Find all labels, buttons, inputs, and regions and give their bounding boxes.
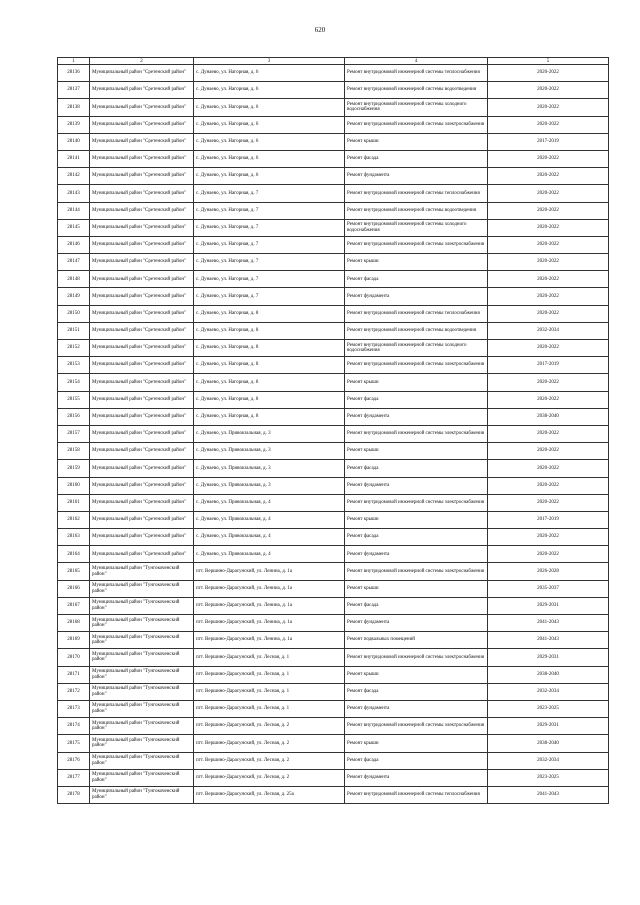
row-number-cell: 28162 bbox=[58, 511, 90, 528]
period-cell: 2020-2022 bbox=[488, 529, 609, 546]
period-cell: 2020-2022 bbox=[488, 116, 609, 133]
column-header-2: 2 bbox=[90, 58, 194, 65]
work-type-cell: Ремонт внутридомовой инженерной системы электроснабжения bbox=[345, 116, 488, 133]
column-header-3: 3 bbox=[194, 58, 345, 65]
table-row bbox=[58, 477, 609, 494]
district-cell: Муниципальный район "Сретенский район" bbox=[90, 116, 194, 133]
row-number-cell: 28178 bbox=[58, 786, 90, 803]
row-number-cell: 28138 bbox=[58, 99, 90, 116]
work-type-cell: Ремонт внутридомовой инженерной системы холодного водоснабжения bbox=[345, 99, 488, 116]
district-cell: Муниципальный район "Сретенский район" bbox=[90, 99, 194, 116]
row-number-cell: 28157 bbox=[58, 425, 90, 442]
row-number-cell: 28149 bbox=[58, 288, 90, 305]
address-cell: с. Дунаево, ул. Нагорная, д. 7 bbox=[194, 219, 345, 236]
district-cell: Муниципальный район "Сретенский район" bbox=[90, 511, 194, 528]
table-row bbox=[58, 460, 609, 477]
table-row bbox=[58, 511, 609, 528]
period-cell: 2020-2022 bbox=[488, 65, 609, 82]
row-number-cell: 28147 bbox=[58, 254, 90, 271]
period-cell: 2032-2034 bbox=[488, 322, 609, 339]
period-cell: 2026-2028 bbox=[488, 563, 609, 580]
district-cell: Муниципальный район "Сретенский район" bbox=[90, 443, 194, 460]
address-cell: пгт. Вершино-Дарасунский, ул. Ленина, д. 1а bbox=[194, 563, 345, 580]
row-number-cell: 28172 bbox=[58, 683, 90, 700]
address-cell: пгт. Вершино-Дарасунский, ул. Лесная, д. 2 bbox=[194, 718, 345, 735]
address-cell: с. Дунаево, ул. Нагорная, д. 7 bbox=[194, 185, 345, 202]
table-row bbox=[58, 666, 609, 683]
work-type-cell: Ремонт внутридомовой инженерной системы электроснабжения bbox=[345, 236, 488, 253]
table-row bbox=[58, 340, 609, 357]
address-cell: пгт. Вершино-Дарасунский, ул. Лесная, д. 2 bbox=[194, 752, 345, 769]
district-cell: Муниципальный район "Тунгокоченский район" bbox=[90, 752, 194, 769]
district-cell: Муниципальный район "Тунгокоченский район" bbox=[90, 769, 194, 786]
work-type-cell: Ремонт фасада bbox=[345, 271, 488, 288]
district-cell: Муниципальный район "Сретенский район" bbox=[90, 82, 194, 99]
address-cell: с. Дунаево, ул. Нагорная, д. 6 bbox=[194, 150, 345, 167]
address-cell: с. Дунаево, ул. Привокзальная, д. 4 bbox=[194, 494, 345, 511]
period-cell: 2041-2043 bbox=[488, 632, 609, 649]
work-type-cell: Ремонт внутридомовой инженерной системы холодного водоснабжения bbox=[345, 219, 488, 236]
district-cell: Муниципальный район "Тунгокоченский район" bbox=[90, 563, 194, 580]
work-type-cell: Ремонт внутридомовой инженерной системы электроснабжения bbox=[345, 649, 488, 666]
address-cell: с. Дунаево, ул. Нагорная, д. 8 bbox=[194, 305, 345, 322]
row-number-cell: 28166 bbox=[58, 580, 90, 597]
table-row bbox=[58, 718, 609, 735]
address-cell: с. Дунаево, ул. Привокзальная, д. 3 bbox=[194, 425, 345, 442]
row-number-cell: 28175 bbox=[58, 735, 90, 752]
row-number-cell: 28160 bbox=[58, 477, 90, 494]
table-row bbox=[58, 65, 609, 82]
address-cell: с. Дунаево, ул. Нагорная, д. 6 bbox=[194, 168, 345, 185]
district-cell: Муниципальный район "Сретенский район" bbox=[90, 546, 194, 563]
district-cell: Муниципальный район "Сретенский район" bbox=[90, 340, 194, 357]
period-cell: 2032-2034 bbox=[488, 752, 609, 769]
work-type-cell: Ремонт внутридомовой инженерной системы водоотведения bbox=[345, 202, 488, 219]
row-number-cell: 28170 bbox=[58, 649, 90, 666]
address-cell: с. Дунаево, ул. Нагорная, д. 8 bbox=[194, 391, 345, 408]
table-row bbox=[58, 425, 609, 442]
row-number-cell: 28136 bbox=[58, 65, 90, 82]
address-cell: с. Дунаево, ул. Привокзальная, д. 4 bbox=[194, 529, 345, 546]
table-row bbox=[58, 563, 609, 580]
table-row bbox=[58, 615, 609, 632]
period-cell: 2020-2022 bbox=[488, 168, 609, 185]
work-type-cell: Ремонт подвальных помещений bbox=[345, 632, 488, 649]
table-row bbox=[58, 786, 609, 803]
table-row bbox=[58, 649, 609, 666]
page-number: 620 bbox=[314, 26, 326, 34]
table-row bbox=[58, 546, 609, 563]
work-type-cell: Ремонт крыши bbox=[345, 133, 488, 150]
table-row bbox=[58, 305, 609, 322]
district-cell: Муниципальный район "Сретенский район" bbox=[90, 357, 194, 374]
district-cell: Муниципальный район "Тунгокоченский район" bbox=[90, 700, 194, 717]
address-cell: с. Дунаево, ул. Нагорная, д. 8 bbox=[194, 408, 345, 425]
address-cell: пгт. Вершино-Дарасунский, ул. Лесная, д. 1 bbox=[194, 666, 345, 683]
table-row bbox=[58, 769, 609, 786]
work-type-cell: Ремонт фундамента bbox=[345, 700, 488, 717]
work-type-cell: Ремонт внутридомовой инженерной системы электроснабжения bbox=[345, 494, 488, 511]
address-cell: с. Дунаево, ул. Нагорная, д. 6 bbox=[194, 116, 345, 133]
table-row bbox=[58, 99, 609, 116]
address-cell: с. Дунаево, ул. Нагорная, д. 6 bbox=[194, 133, 345, 150]
address-cell: пгт. Вершино-Дарасунский, ул. Ленина, д. 1а bbox=[194, 632, 345, 649]
row-number-cell: 28164 bbox=[58, 546, 90, 563]
work-type-cell: Ремонт крыши bbox=[345, 511, 488, 528]
district-cell: Муниципальный район "Тунгокоченский район" bbox=[90, 597, 194, 614]
address-cell: пгт. Вершино-Дарасунский, ул. Лесная, д. 2 bbox=[194, 769, 345, 786]
table-row bbox=[58, 82, 609, 99]
district-cell: Муниципальный район "Тунгокоченский район" bbox=[90, 580, 194, 597]
table-row bbox=[58, 529, 609, 546]
district-cell: Муниципальный район "Сретенский район" bbox=[90, 219, 194, 236]
address-cell: пгт. Вершино-Дарасунский, ул. Лесная, д. 2 bbox=[194, 735, 345, 752]
period-cell: 2017-2019 bbox=[488, 511, 609, 528]
address-cell: с. Дунаево, ул. Привокзальная, д. 3 bbox=[194, 477, 345, 494]
district-cell: Муниципальный район "Сретенский район" bbox=[90, 425, 194, 442]
table-row bbox=[58, 236, 609, 253]
column-header-4: 4 bbox=[345, 58, 488, 65]
work-type-cell: Ремонт внутридомовой инженерной системы электроснабжения bbox=[345, 357, 488, 374]
period-cell: 2020-2022 bbox=[488, 236, 609, 253]
district-cell: Муниципальный район "Сретенский район" bbox=[90, 529, 194, 546]
district-cell: Муниципальный район "Сретенский район" bbox=[90, 322, 194, 339]
address-cell: пгт. Вершино-Дарасунский, ул. Ленина, д. 1а bbox=[194, 615, 345, 632]
period-cell: 2023-2025 bbox=[488, 700, 609, 717]
district-cell: Муниципальный район "Тунгокоченский район" bbox=[90, 632, 194, 649]
work-type-cell: Ремонт крыши bbox=[345, 374, 488, 391]
work-type-cell: Ремонт фундамента bbox=[345, 546, 488, 563]
district-cell: Муниципальный район "Сретенский район" bbox=[90, 305, 194, 322]
district-cell: Муниципальный район "Сретенский район" bbox=[90, 288, 194, 305]
period-cell: 2020-2022 bbox=[488, 374, 609, 391]
period-cell: 2038-2040 bbox=[488, 666, 609, 683]
period-cell: 2020-2022 bbox=[488, 254, 609, 271]
work-type-cell: Ремонт фундамента bbox=[345, 615, 488, 632]
district-cell: Муниципальный район "Сретенский район" bbox=[90, 408, 194, 425]
table-row bbox=[58, 271, 609, 288]
row-number-cell: 28141 bbox=[58, 150, 90, 167]
work-type-cell: Ремонт внутридомовой инженерной системы электроснабжения bbox=[345, 425, 488, 442]
period-cell: 2020-2022 bbox=[488, 288, 609, 305]
district-cell: Муниципальный район "Сретенский район" bbox=[90, 202, 194, 219]
period-cell: 2032-2034 bbox=[488, 683, 609, 700]
row-number-cell: 28153 bbox=[58, 357, 90, 374]
district-cell: Муниципальный район "Сретенский район" bbox=[90, 168, 194, 185]
table-row bbox=[58, 443, 609, 460]
district-cell: Муниципальный район "Сретенский район" bbox=[90, 133, 194, 150]
table-row bbox=[58, 735, 609, 752]
table-row bbox=[58, 150, 609, 167]
row-number-cell: 28148 bbox=[58, 271, 90, 288]
period-cell: 2035-2037 bbox=[488, 580, 609, 597]
district-cell: Муниципальный район "Сретенский район" bbox=[90, 254, 194, 271]
row-number-cell: 28144 bbox=[58, 202, 90, 219]
table-row bbox=[58, 408, 609, 425]
period-cell: 2020-2022 bbox=[488, 546, 609, 563]
address-cell: пгт. Вершино-Дарасунский, ул. Лесная, д. 1 bbox=[194, 700, 345, 717]
table-row bbox=[58, 494, 609, 511]
period-cell: 2038-2040 bbox=[488, 735, 609, 752]
table-row bbox=[58, 683, 609, 700]
row-number-cell: 28169 bbox=[58, 632, 90, 649]
work-type-cell: Ремонт крыши bbox=[345, 735, 488, 752]
row-number-cell: 28155 bbox=[58, 391, 90, 408]
work-type-cell: Ремонт внутридомовой инженерной системы теплоснабжения bbox=[345, 786, 488, 803]
period-cell: 2020-2022 bbox=[488, 271, 609, 288]
row-number-cell: 28159 bbox=[58, 460, 90, 477]
address-cell: с. Дунаево, ул. Нагорная, д. 7 bbox=[194, 271, 345, 288]
address-cell: с. Дунаево, ул. Нагорная, д. 8 bbox=[194, 340, 345, 357]
district-cell: Муниципальный район "Сретенский район" bbox=[90, 391, 194, 408]
table-row bbox=[58, 391, 609, 408]
row-number-cell: 28152 bbox=[58, 340, 90, 357]
address-cell: с. Дунаево, ул. Нагорная, д. 6 bbox=[194, 65, 345, 82]
table-row bbox=[58, 288, 609, 305]
work-type-cell: Ремонт фасада bbox=[345, 150, 488, 167]
row-number-cell: 28151 bbox=[58, 322, 90, 339]
district-cell: Муниципальный район "Сретенский район" bbox=[90, 374, 194, 391]
row-number-cell: 28168 bbox=[58, 615, 90, 632]
period-cell: 2020-2022 bbox=[488, 391, 609, 408]
district-cell: Муниципальный район "Сретенский район" bbox=[90, 494, 194, 511]
row-number-cell: 28142 bbox=[58, 168, 90, 185]
period-cell: 2020-2022 bbox=[488, 99, 609, 116]
work-type-cell: Ремонт внутридомовой инженерной системы холодного водоснабжения bbox=[345, 340, 488, 357]
period-cell: 2020-2022 bbox=[488, 443, 609, 460]
table-row bbox=[58, 357, 609, 374]
period-cell: 2020-2022 bbox=[488, 494, 609, 511]
address-cell: с. Дунаево, ул. Нагорная, д. 8 bbox=[194, 374, 345, 391]
period-cell: 2023-2025 bbox=[488, 769, 609, 786]
table-row bbox=[58, 219, 609, 236]
district-cell: Муниципальный район "Сретенский район" bbox=[90, 236, 194, 253]
district-cell: Муниципальный район "Сретенский район" bbox=[90, 460, 194, 477]
work-type-cell: Ремонт крыши bbox=[345, 254, 488, 271]
period-cell: 2020-2022 bbox=[488, 340, 609, 357]
period-cell: 2029-2031 bbox=[488, 718, 609, 735]
work-type-cell: Ремонт фундамента bbox=[345, 288, 488, 305]
period-cell: 2017-2019 bbox=[488, 357, 609, 374]
column-header-5: 5 bbox=[488, 58, 609, 65]
address-cell: с. Дунаево, ул. Привокзальная, д. 4 bbox=[194, 546, 345, 563]
address-cell: с. Дунаево, ул. Нагорная, д. 6 bbox=[194, 99, 345, 116]
row-number-cell: 28171 bbox=[58, 666, 90, 683]
address-cell: пгт. Вершино-Дарасунский, ул. Ленина, д. 1а bbox=[194, 597, 345, 614]
row-number-cell: 28158 bbox=[58, 443, 90, 460]
district-cell: Муниципальный район "Сретенский район" bbox=[90, 65, 194, 82]
row-number-cell: 28165 bbox=[58, 563, 90, 580]
address-cell: с. Дунаево, ул. Нагорная, д. 7 bbox=[194, 288, 345, 305]
table-header-row bbox=[58, 58, 609, 65]
row-number-cell: 28163 bbox=[58, 529, 90, 546]
period-cell: 2038-2040 bbox=[488, 408, 609, 425]
row-number-cell: 28167 bbox=[58, 597, 90, 614]
table-row bbox=[58, 254, 609, 271]
table-row bbox=[58, 185, 609, 202]
district-cell: Муниципальный район "Тунгокоченский район" bbox=[90, 718, 194, 735]
table-row bbox=[58, 168, 609, 185]
row-number-cell: 28143 bbox=[58, 185, 90, 202]
table-row bbox=[58, 322, 609, 339]
row-number-cell: 28174 bbox=[58, 718, 90, 735]
work-type-cell: Ремонт внутридомовой инженерной системы теплоснабжения bbox=[345, 185, 488, 202]
row-number-cell: 28154 bbox=[58, 374, 90, 391]
period-cell: 2041-2043 bbox=[488, 615, 609, 632]
work-type-cell: Ремонт фасада bbox=[345, 391, 488, 408]
district-cell: Муниципальный район "Тунгокоченский район" bbox=[90, 735, 194, 752]
district-cell: Муниципальный район "Тунгокоченский район" bbox=[90, 786, 194, 803]
row-number-cell: 28146 bbox=[58, 236, 90, 253]
row-number-cell: 28150 bbox=[58, 305, 90, 322]
district-cell: Муниципальный район "Сретенский район" bbox=[90, 150, 194, 167]
address-cell: с. Дунаево, ул. Привокзальная, д. 3 bbox=[194, 443, 345, 460]
period-cell: 2029-2031 bbox=[488, 649, 609, 666]
period-cell: 2020-2022 bbox=[488, 460, 609, 477]
work-type-cell: Ремонт внутридомовой инженерной системы водоотведения bbox=[345, 82, 488, 99]
address-cell: пгт. Вершино-Дарасунский, ул. Лесная, д. 1 bbox=[194, 683, 345, 700]
period-cell: 2020-2022 bbox=[488, 305, 609, 322]
work-type-cell: Ремонт крыши bbox=[345, 580, 488, 597]
row-number-cell: 28140 bbox=[58, 133, 90, 150]
work-type-cell: Ремонт фасада bbox=[345, 460, 488, 477]
work-type-cell: Ремонт крыши bbox=[345, 443, 488, 460]
address-cell: с. Дунаево, ул. Нагорная, д. 8 bbox=[194, 357, 345, 374]
work-type-cell: Ремонт фасада bbox=[345, 529, 488, 546]
work-type-cell: Ремонт внутридомовой инженерной системы водоотведения bbox=[345, 322, 488, 339]
work-type-cell: Ремонт фундамента bbox=[345, 168, 488, 185]
work-type-cell: Ремонт фасада bbox=[345, 752, 488, 769]
work-type-cell: Ремонт внутридомовой инженерной системы теплоснабжения bbox=[345, 305, 488, 322]
table-row bbox=[58, 133, 609, 150]
address-cell: с. Дунаево, ул. Привокзальная, д. 4 bbox=[194, 511, 345, 528]
address-cell: с. Дунаево, ул. Нагорная, д. 7 bbox=[194, 236, 345, 253]
work-type-cell: Ремонт фундамента bbox=[345, 769, 488, 786]
row-number-cell: 28156 bbox=[58, 408, 90, 425]
period-cell: 2020-2022 bbox=[488, 425, 609, 442]
work-type-cell: Ремонт внутридомовой инженерной системы электроснабжения bbox=[345, 563, 488, 580]
district-cell: Муниципальный район "Сретенский район" bbox=[90, 477, 194, 494]
period-cell: 2020-2022 bbox=[488, 82, 609, 99]
district-cell: Муниципальный район "Тунгокоченский район" bbox=[90, 649, 194, 666]
work-type-cell: Ремонт внутридомовой инженерной системы теплоснабжения bbox=[345, 65, 488, 82]
row-number-cell: 28177 bbox=[58, 769, 90, 786]
capital-repair-table bbox=[57, 57, 609, 804]
work-type-cell: Ремонт внутридомовой инженерной системы электроснабжения bbox=[345, 718, 488, 735]
table-row bbox=[58, 752, 609, 769]
period-cell: 2029-2031 bbox=[488, 597, 609, 614]
row-number-cell: 28173 bbox=[58, 700, 90, 717]
period-cell: 2017-2019 bbox=[488, 133, 609, 150]
period-cell: 2020-2022 bbox=[488, 219, 609, 236]
row-number-cell: 28139 bbox=[58, 116, 90, 133]
address-cell: с. Дунаево, ул. Нагорная, д. 6 bbox=[194, 82, 345, 99]
row-number-cell: 28161 bbox=[58, 494, 90, 511]
district-cell: Муниципальный район "Тунгокоченский район" bbox=[90, 666, 194, 683]
address-cell: с. Дунаево, ул. Нагорная, д. 8 bbox=[194, 322, 345, 339]
work-type-cell: Ремонт фасада bbox=[345, 597, 488, 614]
period-cell: 2020-2022 bbox=[488, 150, 609, 167]
period-cell: 2020-2022 bbox=[488, 185, 609, 202]
table-row bbox=[58, 700, 609, 717]
table-row bbox=[58, 597, 609, 614]
row-number-cell: 28137 bbox=[58, 82, 90, 99]
table-row bbox=[58, 632, 609, 649]
table-row bbox=[58, 116, 609, 133]
period-cell: 2020-2022 bbox=[488, 202, 609, 219]
district-cell: Муниципальный район "Сретенский район" bbox=[90, 185, 194, 202]
work-type-cell: Ремонт крыши bbox=[345, 666, 488, 683]
table-body bbox=[58, 65, 609, 804]
district-cell: Муниципальный район "Тунгокоченский район" bbox=[90, 615, 194, 632]
period-cell: 2020-2022 bbox=[488, 477, 609, 494]
address-cell: пгт. Вершино-Дарасунский, ул. Лесная, д. 1 bbox=[194, 649, 345, 666]
work-type-cell: Ремонт фундамента bbox=[345, 408, 488, 425]
district-cell: Муниципальный район "Тунгокоченский район" bbox=[90, 683, 194, 700]
work-type-cell: Ремонт фундамента bbox=[345, 477, 488, 494]
table-row bbox=[58, 580, 609, 597]
table-row bbox=[58, 202, 609, 219]
row-number-cell: 28145 bbox=[58, 219, 90, 236]
district-cell: Муниципальный район "Сретенский район" bbox=[90, 271, 194, 288]
column-header-1: 1 bbox=[58, 58, 90, 65]
address-cell: пгт. Вершино-Дарасунский, ул. Ленина, д. 1а bbox=[194, 580, 345, 597]
address-cell: с. Дунаево, ул. Нагорная, д. 7 bbox=[194, 202, 345, 219]
row-number-cell: 28176 bbox=[58, 752, 90, 769]
address-cell: с. Дунаево, ул. Нагорная, д. 7 bbox=[194, 254, 345, 271]
address-cell: пгт. Вершино-Дарасунский, ул. Лесная, д. 25а bbox=[194, 786, 345, 803]
work-type-cell: Ремонт фасада bbox=[345, 683, 488, 700]
address-cell: с. Дунаево, ул. Привокзальная, д. 3 bbox=[194, 460, 345, 477]
period-cell: 2041-2043 bbox=[488, 786, 609, 803]
table-row bbox=[58, 374, 609, 391]
